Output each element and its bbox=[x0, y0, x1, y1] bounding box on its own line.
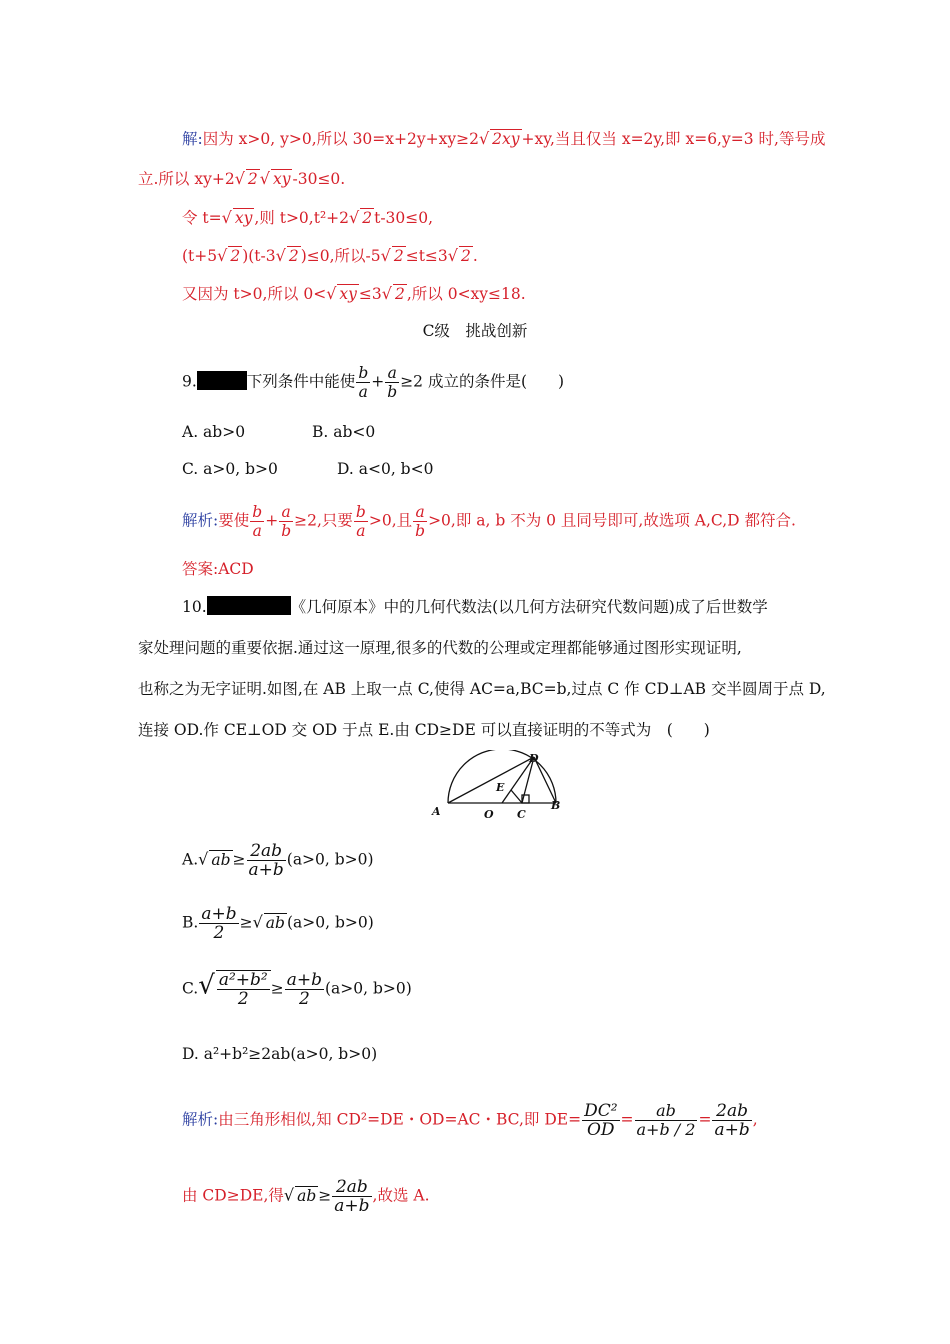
sol8-line3: 令 t=√ xy ,则 t>0,t²+2√ 2 t-30≤0, bbox=[182, 208, 434, 227]
q10-solution-line2: 由 CD≥DE,得√ ab ≥ $\frac{2ab}{a+b}$ ,故选 A. bbox=[182, 1177, 430, 1216]
sol8-label: 解: bbox=[182, 130, 203, 148]
svg-text:D: D bbox=[529, 752, 539, 765]
sol8-line2: 立.所以 xy+2√ 2 √ xy -30≤0. bbox=[138, 169, 346, 188]
q9-option-c: C. a>0, b>0 bbox=[182, 460, 278, 478]
q10-solution-line1: 解析:由三角形相似,知 CD²=DE・OD=AC・BC,即 DE= $\frac{\text{DC²}}{OD}$ = $\frac{ab}{a+b / 2}$ = $\frac{2ab}{a+b}$ , bbox=[182, 1101, 758, 1140]
q10-option-a: A.√ ab ≥ $\frac{2ab}{a+b}$ (a>0, b>0) bbox=[182, 841, 374, 880]
q9-solution: 解析:要使 $\frac{b}{a}$ + $\frac{a}{b}$ ≥2,只要 $\frac{b}{a}$ >0,且 $\frac{a}{b}$ >0,即 a, b 不为 0 且同号即可,故选项 A,C,D 都符合. bbox=[182, 503, 796, 540]
q10-option-b: B. $\frac{a+b}{2}$ ≥√ ab (a>0, b>0) bbox=[182, 904, 374, 943]
sol8-line5: 又因为 t>0,所以 0<√ xy ≤3√ 2 ,所以 0<xy≤18. bbox=[182, 284, 526, 303]
redaction-block bbox=[197, 371, 247, 390]
segment-ce bbox=[511, 790, 522, 803]
q10-option-c: C.√ $\frac{\text{a²+b²}}{2}$ ≥ $\frac{a+b}{2}$ (a>0, b>0) bbox=[182, 970, 412, 1009]
segment-ad bbox=[448, 757, 534, 803]
q10-line3: 也称之为无字证明.如图,在 AB 上取一点 C,使得 AC=a,BC=b,过点 C 作 CD⊥AB 交半圆周于点 D, bbox=[138, 680, 826, 698]
q9-answer: 答案:ACD bbox=[182, 560, 254, 578]
radical: 2xy bbox=[492, 130, 520, 148]
sol8-line1: 解:因为 x>0, y>0,所以 30=x+2y+xy≥2√ 2xy +xy,当且仅当 x=2y,即 x=6,y=3 时,等号成 bbox=[182, 129, 826, 148]
redaction-block bbox=[207, 596, 291, 615]
svg-text:O: O bbox=[484, 808, 494, 821]
q10-line2: 家处理问题的重要依据.通过这一原理,很多的代数的公理或定理都能够通过图形实现证明, bbox=[138, 639, 742, 657]
q10-line4: 连接 OD.作 CE⊥OD 交 OD 于点 E.由 CD≥DE 可以直接证明的不等式为 ( ) bbox=[138, 721, 710, 739]
svg-text:E: E bbox=[496, 781, 505, 794]
q9-option-d: D. a<0, b<0 bbox=[337, 460, 434, 478]
sol8-line4: (t+5√ 2 )(t-3√ 2 )≤0,所以-5√ 2 ≤t≤3√ 2 . bbox=[182, 246, 478, 265]
semicircle-figure bbox=[428, 750, 568, 822]
q9-option-b: B. ab<0 bbox=[312, 423, 376, 441]
q9-stem: 9. 下列条件中能使 $\frac{b}{a}$ + $\frac{a}{b}$ ≥2 成立的条件是( ) bbox=[182, 364, 565, 401]
q10-option-d: D. a²+b²≥2ab(a>0, b>0) bbox=[182, 1045, 378, 1063]
svg-text:A: A bbox=[432, 805, 441, 818]
svg-text:B: B bbox=[551, 799, 561, 812]
q9-option-a: A. ab>0 bbox=[182, 423, 246, 441]
q10-line1: 10. 《几何原本》中的几何代数法(以几何方法研究代数问题)成了后世数学 bbox=[182, 598, 768, 616]
section-title: C级 挑战创新 bbox=[422, 322, 528, 340]
svg-text:C: C bbox=[517, 808, 526, 821]
